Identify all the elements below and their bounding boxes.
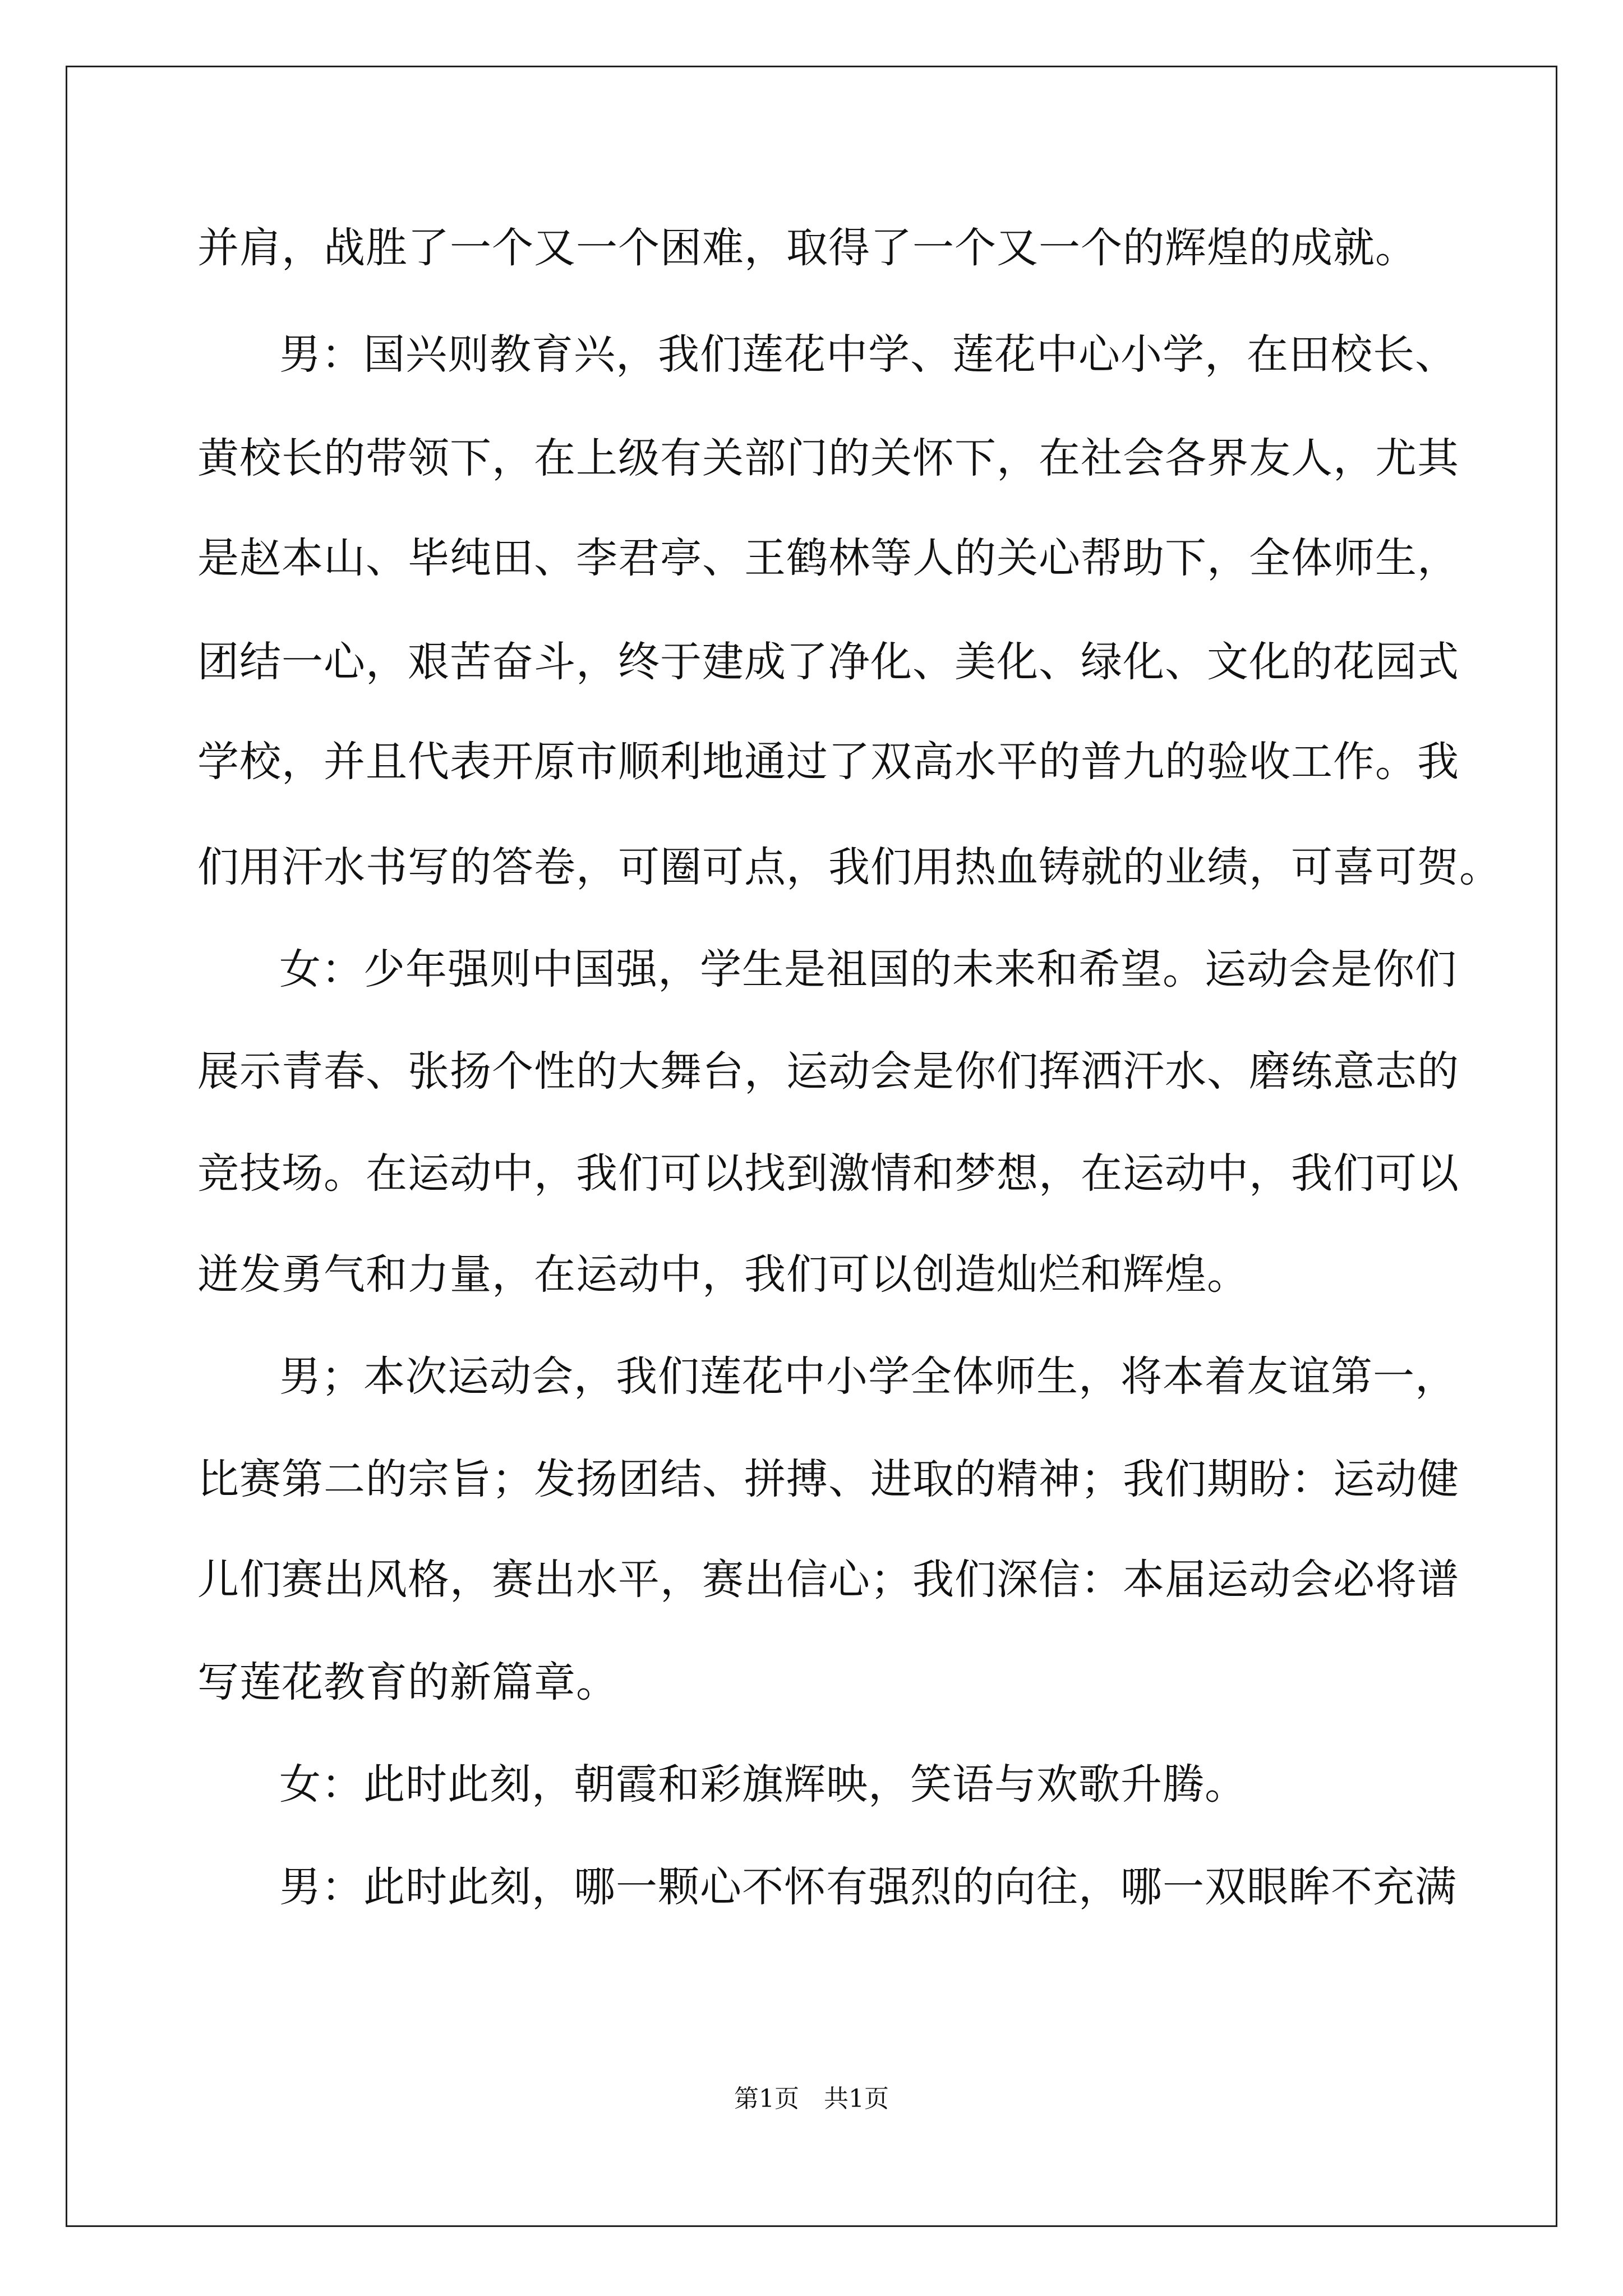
text-line: 比赛第二的宗旨；发扬团结、拼搏、进取的精神；我们期盼：运动健	[197, 1455, 1459, 1503]
text-line: 男：此时此刻，哪一颗心不怀有强烈的向往，哪一双眼眸不充满	[279, 1863, 1457, 1911]
page-number-footer: 第1页 共1页	[734, 2085, 889, 2113]
text-line: 竞技场。在运动中，我们可以找到激情和梦想，在运动中，我们可以	[197, 1149, 1459, 1198]
text-line: 男：国兴则教育兴，我们莲花中学、莲花中心小学，在田校长、	[279, 330, 1457, 379]
text-line: 展示青春、张扬个性的大舞台，运动会是你们挥洒汗水、磨练意志的	[197, 1047, 1459, 1096]
text-line: 学校，并且代表开原市顺利地通过了双高水平的普九的验收工作。我	[197, 738, 1459, 786]
text-line: 女：此时此刻，朝霞和彩旗辉映，笑语与欢歌升腾。	[279, 1760, 1247, 1809]
text-line: 儿们赛出风格，赛出水平，赛出信心；我们深信：本届运动会必将谱	[197, 1556, 1459, 1604]
text-line: 迸发勇气和力量，在运动中，我们可以创造灿烂和辉煌。	[197, 1250, 1249, 1299]
text-line: 们用汗水书写的答卷，可圈可点，我们用热血铸就的业绩，可喜可贺。	[197, 843, 1501, 891]
text-line: 并肩，战胜了一个又一个困难，取得了一个又一个的辉煌的成就。	[197, 224, 1417, 272]
text-line: 团结一心，艰苦奋斗，终于建成了净化、美化、绿化、文化的花园式	[197, 638, 1459, 686]
text-line: 女：少年强则中国强，学生是祖国的未来和希望。运动会是你们	[279, 945, 1457, 993]
text-line: 黄校长的带领下，在上级有关部门的关怀下，在社会各界友人，尤其	[197, 434, 1459, 482]
text-line: 是赵本山、毕纯田、李君亭、王鹤林等人的关心帮助下，全体师生，	[197, 534, 1459, 582]
text-line: 写莲花教育的新篇章。	[197, 1658, 618, 1706]
text-line: 男；本次运动会，我们莲花中小学全体师生，将本着友谊第一，	[279, 1352, 1457, 1401]
